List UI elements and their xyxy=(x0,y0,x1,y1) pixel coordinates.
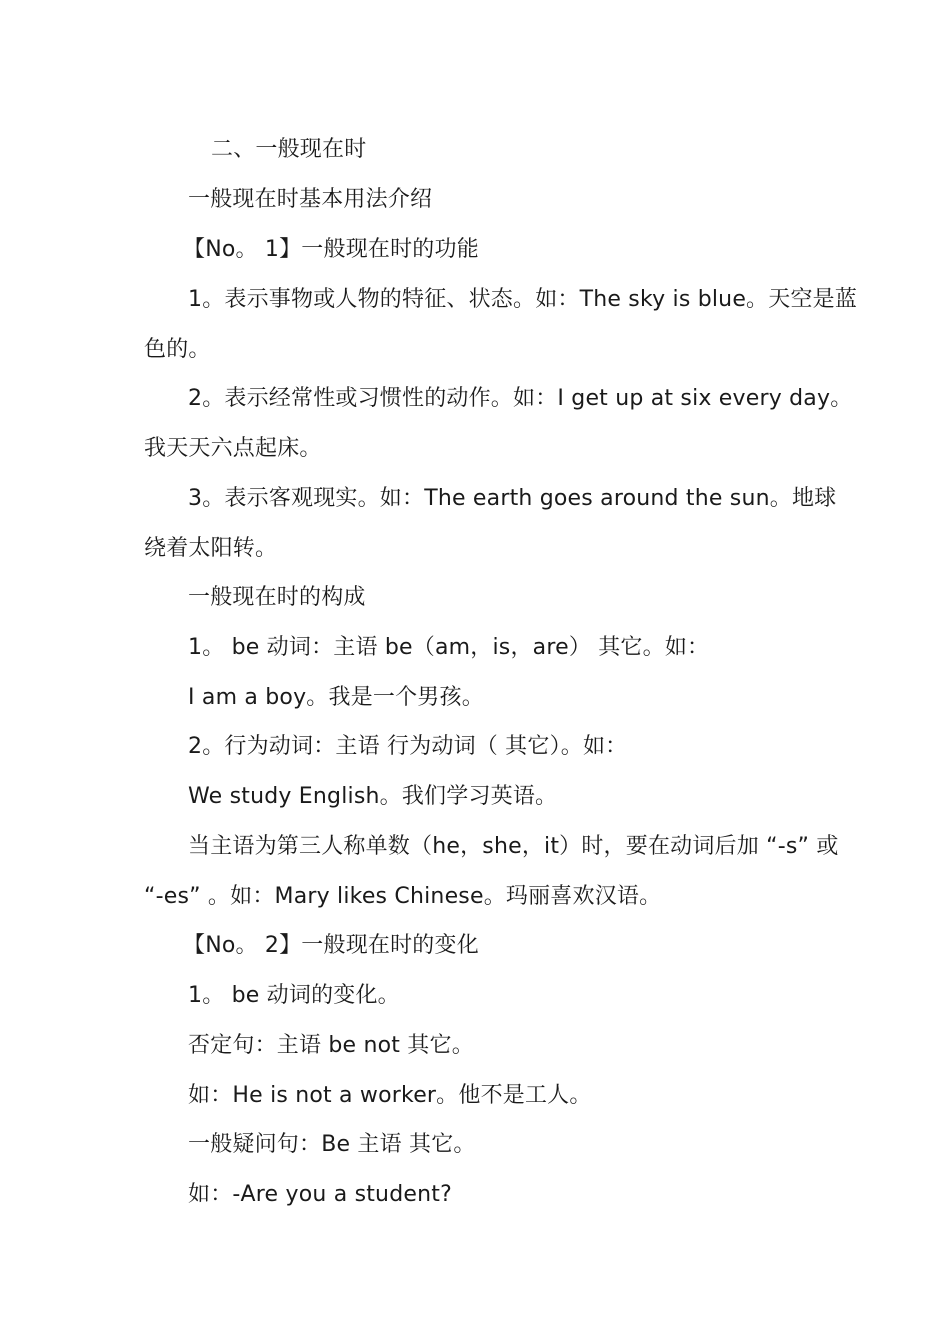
paragraph-line: 否定句：主语 be not 其它。 xyxy=(188,1033,474,1058)
subheading-no1: 【No。 1】一般现在时的功能 xyxy=(183,237,479,262)
paragraph-line: 当主语为第三人称单数（he，she，it）时，要在动词后加 “-s” 或 xyxy=(188,834,839,859)
subheading-intro: 一般现在时基本用法介绍 xyxy=(188,187,433,212)
paragraph-line: We study English。我们学习英语。 xyxy=(188,784,558,809)
paragraph-line: 色的。 xyxy=(144,337,211,362)
paragraph-line: 3。表示客观现实。如：The earth goes around the sun。地球 xyxy=(188,486,837,511)
paragraph-line: 1。 be 动词：主语 be（am，is，are） 其它。如： xyxy=(188,635,710,660)
subheading-no2: 【No。 2】一般现在时的变化 xyxy=(183,933,479,958)
paragraph-line: 绕着太阳转。 xyxy=(144,536,278,561)
paragraph-line: 2。行为动词：主语 行为动词（ 其它）。如： xyxy=(188,734,628,759)
subheading-structure: 一般现在时的构成 xyxy=(188,585,366,610)
paragraph-line: I am a boy。我是一个男孩。 xyxy=(188,685,484,710)
section-heading: 二、一般现在时 xyxy=(211,137,367,162)
paragraph-line: 1。表示事物或人物的特征、状态。如：The sky is blue。天空是蓝 xyxy=(188,287,858,312)
paragraph-line: 我天天六点起床。 xyxy=(144,436,322,461)
paragraph-line: 一般疑问句：Be 主语 其它。 xyxy=(188,1132,476,1157)
paragraph-line: 如：-Are you a student? xyxy=(188,1182,452,1207)
paragraph-line: 如：He is not a worker。他不是工人。 xyxy=(188,1083,592,1108)
paragraph-line: 2。表示经常性或习惯性的动作。如：I get up at six every day。 xyxy=(188,386,853,411)
paragraph-line: “-es” 。如：Mary likes Chinese。玛丽喜欢汉语。 xyxy=(144,884,662,909)
paragraph-line: 1。 be 动词的变化。 xyxy=(188,983,400,1008)
